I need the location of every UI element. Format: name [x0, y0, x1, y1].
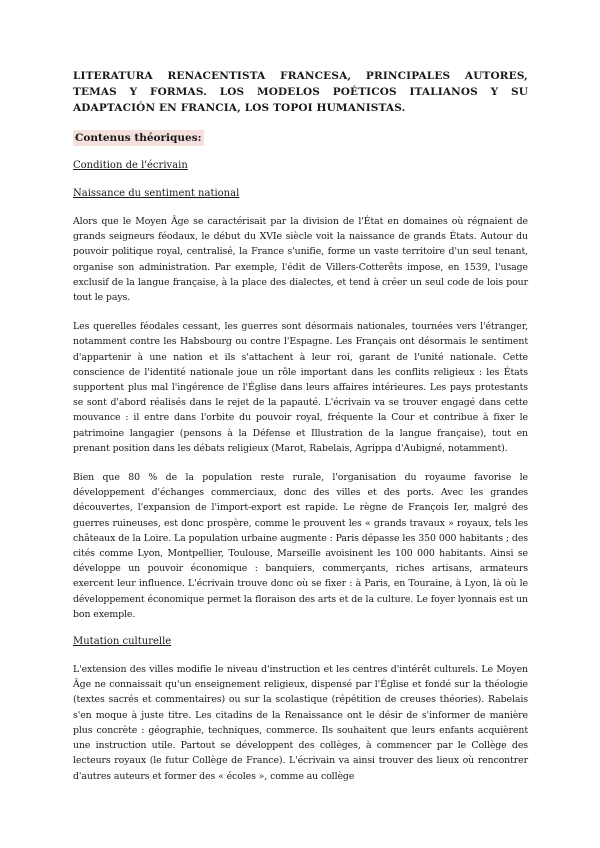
section-title-highlighted: Contenus théoriques: [75, 132, 202, 144]
paragraph-1: Alors que le Moyen Âge se caractérisait par la division de l'État en domaines où régnaient de grands seigneurs féodaux, le début du XVIe siècle voit la naissance de grands États. Autour du pouvoir politique royal, centralisé, la France s'unifie, forme un vaste territoire d'un seul tenant, organise son administration. Par exemple, l'édit de Villers-Cotterêts impose, en 1539, l'usage exclusif de la langue française, à la place des dialectes, et tend à créer un seul code de lois pour tout le pays. [73, 216, 528, 304]
paragraph-4: L'extension des villes modifie le niveau d'instruction et les centres d'intérêt culturels. Le Moyen Âge ne connaissait qu'un enseignement religieux, dispensé par l'Église et fondé sur la théologie (textes sacrés et commentaires) ou sur la scolastique (répétition de creuses théories). Rabelais s'en moque à juste titre. Les citadins de la Renaissance ont le désir de s'informer de manière plus concrète : géographie, techniques, commerce. Ils souhaitent que leurs enfants acquièrent une instruction utile. Partout se développent des collèges, à commencer par le Collège des lecteurs royaux (le futur Collège de France). L'écrivain va ainsi trouver des lieux où rencontrer d'autres auteurs et former des « écoles », comme au collège [73, 664, 528, 782]
heading-naissance-sentiment-national: Naissance du sentiment national [73, 188, 240, 199]
heading-mutation-culturelle: Mutation culturelle [73, 636, 172, 648]
document-page [73, 68, 528, 798]
document-title: LITERATURA RENACENTISTA FRANCESA, PRINCIPALES AUTORES, TEMAS Y FORMAS. LOS MODELOS POÉTICOS ITALIANOS Y SU ADAPTACIÓN EN FRANCIA, LOS TOPOI HUMANISTAS. [73, 70, 528, 114]
paragraph-3: Bien que 80 % de la population reste rurale, l'organisation du royaume favorise le développement d'échanges commerciaux, donc des villes et des ports. Avec les grandes découvertes, l'expansion de l'import-export est rapide. Le règne de François Ier, malgré des guerres ruineuses, est donc prospère, comme le prouvent les « grands travaux » royaux, tels les châteaux de la Loire. La population urbaine augmente : Paris dépasse les 350 000 habitants ; des cités comme Lyon, Montpellier, Toulouse, Marseille avoisinent les 100 000 habitants. Ainsi se développe un pouvoir économique : banquiers, commerçants, riches artisans, armateurs exercent leur influence. L'écrivain trouve donc où se fixer : à Paris, en Touraine, à Lyon, là où le développement économique permet la floraison des arts et de la culture. Le foyer lyonnais est un bon exemple. [73, 472, 528, 620]
heading-condition-ecrivain: Condition de l'écrivain [73, 160, 188, 171]
paragraph-2: Les querelles féodales cessant, les guerres sont désormais nationales, tournées vers l'étranger, notamment contre les Habsbourg ou contre l'Espagne. Les Français ont désormais le sentiment d'appartenir à une nation et ils s'attachent à leur roi, garant de l'unité nationale. Cette conscience de l'identité nationale joue un rôle important dans les conflits religieux : les États supportent plus mal l'ingérence de l'Église dans leurs affaires intérieures. Les pays protestants se sont d'abord réalisés dans le rejet de la papauté. L'écrivain va se trouver engagé dans cette mouvance : il entre dans l'orbite du pouvoir royal, fréquente la Cour et contribue à fixer le patrimoine langagier (pensons à la Défense et Illustration de la langue française), tout en prenant position dans les débats religieux (Marot, Rabelais, Agrippa d'Aubigné, notamment). [73, 321, 528, 454]
